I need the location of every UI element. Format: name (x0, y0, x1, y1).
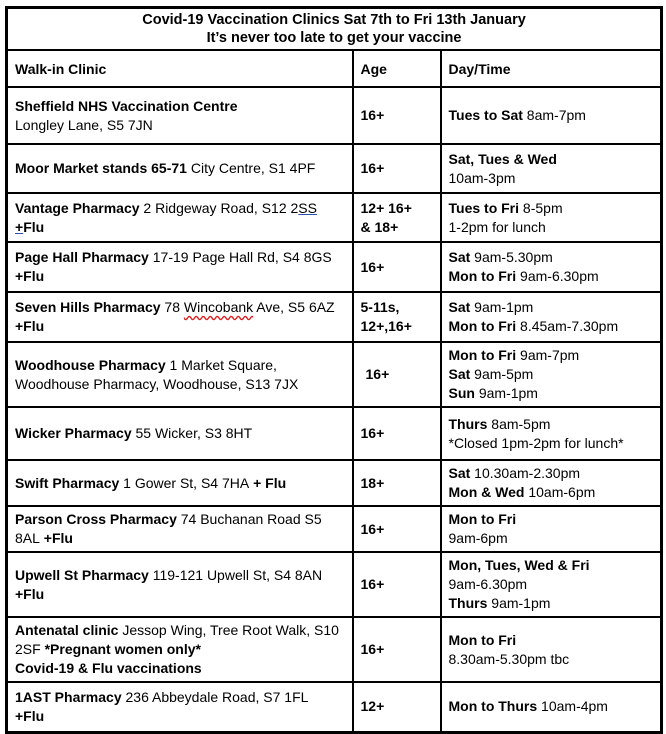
table-row (7, 460, 662, 506)
clinic-cell (7, 242, 353, 292)
flu-label: +Flu (15, 707, 45, 724)
clinic-cell (7, 407, 353, 460)
days: Mon to Fri (448, 347, 517, 363)
hours: 1-2pm for lunch (448, 218, 546, 235)
table-row (7, 87, 662, 144)
flu-plus: + (15, 218, 24, 235)
day-time-cell (441, 407, 662, 460)
clinic-address: 236 Abbeydale Road, S7 1FL (121, 688, 309, 705)
clinic-cell (7, 193, 353, 242)
day-time-cell (441, 617, 662, 682)
table-row (7, 342, 662, 407)
clinic-name: Antenatal clinic (15, 622, 119, 638)
title-row (7, 8, 662, 51)
day-time-cell (441, 342, 662, 407)
days: Tues to Fri (448, 199, 520, 216)
clinic-address: 1 Market Square, Woodhouse Pharmacy, Woodhouse, S13 7JX (15, 356, 299, 392)
title-line-2: It’s never too late to get your vaccine (206, 30, 462, 46)
age-line-2: 12+,16+ (360, 318, 412, 334)
days: Mon, Tues, Wed & Fri (448, 557, 590, 573)
header-clinic: Walk-in Clinic (7, 50, 353, 87)
day-time-cell (441, 682, 662, 732)
age-cell: 16+ (353, 506, 441, 552)
days: Sun (448, 385, 475, 401)
clinic-name: Sheffield NHS Vaccination Centre (15, 97, 238, 114)
day-time-cell (441, 460, 662, 506)
days: Thurs (448, 595, 488, 611)
clinic-address: 17-19 Page Hall Rd, S4 8GS (148, 249, 332, 265)
hours: 9am-6pm (448, 530, 508, 546)
hours: 10am-4pm (537, 698, 608, 715)
days: Sat (448, 366, 471, 382)
clinic-name: Wicker Pharmacy (15, 425, 132, 441)
day-time-cell (441, 552, 662, 617)
clinic-address: 119-121 Upwell St, S4 8AN (148, 566, 323, 583)
clinic-name: Moor Market stands 65-71 (15, 160, 187, 176)
days: Sat (448, 249, 471, 265)
clinic-cell (7, 144, 353, 193)
clinic-cell (7, 342, 353, 407)
days: Sat (448, 299, 471, 315)
age-cell: 16+ (353, 242, 441, 292)
days: Sat (448, 465, 471, 481)
table-row (7, 193, 662, 242)
age-cell: 16+ (353, 144, 441, 193)
days: Mon to Fri (448, 318, 517, 334)
clinic-cell (7, 506, 353, 552)
clinic-address: 55 Wicker, S3 8HT (131, 425, 253, 441)
age-line-1: 12+ 16+ (360, 199, 412, 216)
age-cell (353, 193, 441, 242)
hours: 9am-5pm (470, 366, 534, 382)
vaccination-clinics-table (5, 6, 663, 734)
clinic-address: 78 (160, 299, 184, 315)
flu-label: +Flu (15, 585, 45, 602)
age-cell: 12+ (353, 682, 441, 732)
clinic-cell (7, 87, 353, 144)
clinic-name: Seven Hills Pharmacy (15, 299, 161, 315)
flu-label: + Flu (249, 474, 287, 491)
clinic-name: Parson Cross Pharmacy (15, 511, 177, 527)
clinic-cell (7, 682, 353, 732)
clinic-note: *Pregnant women only* (44, 641, 201, 657)
flu-label: +Flu (15, 318, 45, 334)
age-cell: 16+ (353, 552, 441, 617)
table-row (7, 506, 662, 552)
age-cell: 16+ (353, 87, 441, 144)
clinic-address-postcode: SS (298, 199, 317, 216)
flu-label: +Flu (15, 268, 45, 284)
age-cell: 16+ (353, 407, 441, 460)
days: Mon to Fri (448, 511, 517, 527)
age-cell: 18+ (353, 460, 441, 506)
flu-label: +Flu (39, 530, 73, 546)
header-day-time: Day/Time (441, 50, 662, 87)
hours: 8-5pm (519, 199, 563, 216)
table-row (7, 552, 662, 617)
table-row (7, 682, 662, 732)
hours: *Closed 1pm-2pm for lunch* (448, 434, 624, 451)
hours: 9am-1pm (487, 595, 551, 611)
days: Mon to Fri (448, 631, 517, 648)
clinic-name: Woodhouse Pharmacy (15, 356, 166, 373)
day-time-cell (441, 144, 662, 193)
clinic-address: Longley Lane, S5 7JN (15, 116, 153, 133)
hours: 9am-6.30pm (516, 268, 599, 284)
days: Mon to Fri (448, 268, 517, 284)
days: Sat, Tues & Wed (448, 150, 557, 167)
table-row (7, 617, 662, 682)
hours: 8am-5pm (487, 415, 551, 432)
days: Thurs (448, 415, 488, 432)
hours: 9am-5.30pm (470, 249, 553, 265)
table-title (7, 8, 662, 51)
clinic-cell (7, 292, 353, 342)
flu-label: Flu (23, 218, 45, 235)
hours: 9am-1pm (474, 385, 538, 401)
clinic-cell (7, 552, 353, 617)
clinic-name: Upwell St Pharmacy (15, 566, 149, 583)
table-row (7, 407, 662, 460)
day-time-cell (441, 87, 662, 144)
clinic-address: City Centre, S1 4PF (186, 160, 316, 176)
clinic-name: Swift Pharmacy (15, 474, 120, 491)
age-cell (353, 292, 441, 342)
header-age: Age (353, 50, 441, 87)
clinic-name: Page Hall Pharmacy (15, 249, 149, 265)
clinic-cell (7, 460, 353, 506)
day-time-cell (441, 193, 662, 242)
hours: 9am-7pm (516, 347, 580, 363)
hours: 10.30am-2.30pm (470, 465, 581, 481)
clinic-note-vaccinations: Covid-19 & Flu vaccinations (15, 660, 202, 676)
day-time-cell (441, 506, 662, 552)
days: Mon & Wed (448, 484, 525, 500)
header-row (7, 50, 662, 87)
days: Tues to Sat (448, 107, 523, 123)
table-row (7, 144, 662, 193)
clinic-name: Vantage Pharmacy (15, 199, 140, 216)
clinic-address: 74 Buchanan Road S5 8AL (15, 511, 322, 546)
hours: 9am-1pm (470, 299, 534, 315)
age-cell: 16+ (353, 342, 441, 407)
age-line-1: 5-11s, (360, 299, 400, 315)
days: Mon to Thurs (448, 698, 538, 715)
hours: 9am-6.30pm (448, 576, 528, 592)
age-line-2: & 18+ (360, 218, 399, 235)
day-time-cell (441, 292, 662, 342)
hours: 8.45am-7.30pm (516, 318, 619, 334)
day-time-cell (441, 242, 662, 292)
clinic-address: Jessop Wing, Tree Root Walk, S10 2SF (15, 622, 339, 657)
clinic-address: 1 Gower St, S4 7HA (119, 474, 250, 491)
clinic-cell (7, 617, 353, 682)
title-line-1: Covid-19 Vaccination Clinics Sat 7th to Fri 13th January (142, 12, 526, 28)
clinic-address: Ave, S5 6AZ (253, 299, 335, 315)
hours: 8am-7pm (522, 107, 586, 123)
hours: 10am-3pm (448, 169, 516, 186)
age-cell: 16+ (353, 617, 441, 682)
hours: 8.30am-5.30pm tbc (448, 650, 570, 667)
table-row (7, 292, 662, 342)
table-row (7, 242, 662, 292)
clinic-address-street: Wincobank (183, 299, 254, 315)
clinic-address: 2 Ridgeway Road, S12 2 (139, 199, 299, 216)
hours: 10am-6pm (524, 484, 596, 500)
clinic-name: 1AST Pharmacy (15, 688, 122, 705)
